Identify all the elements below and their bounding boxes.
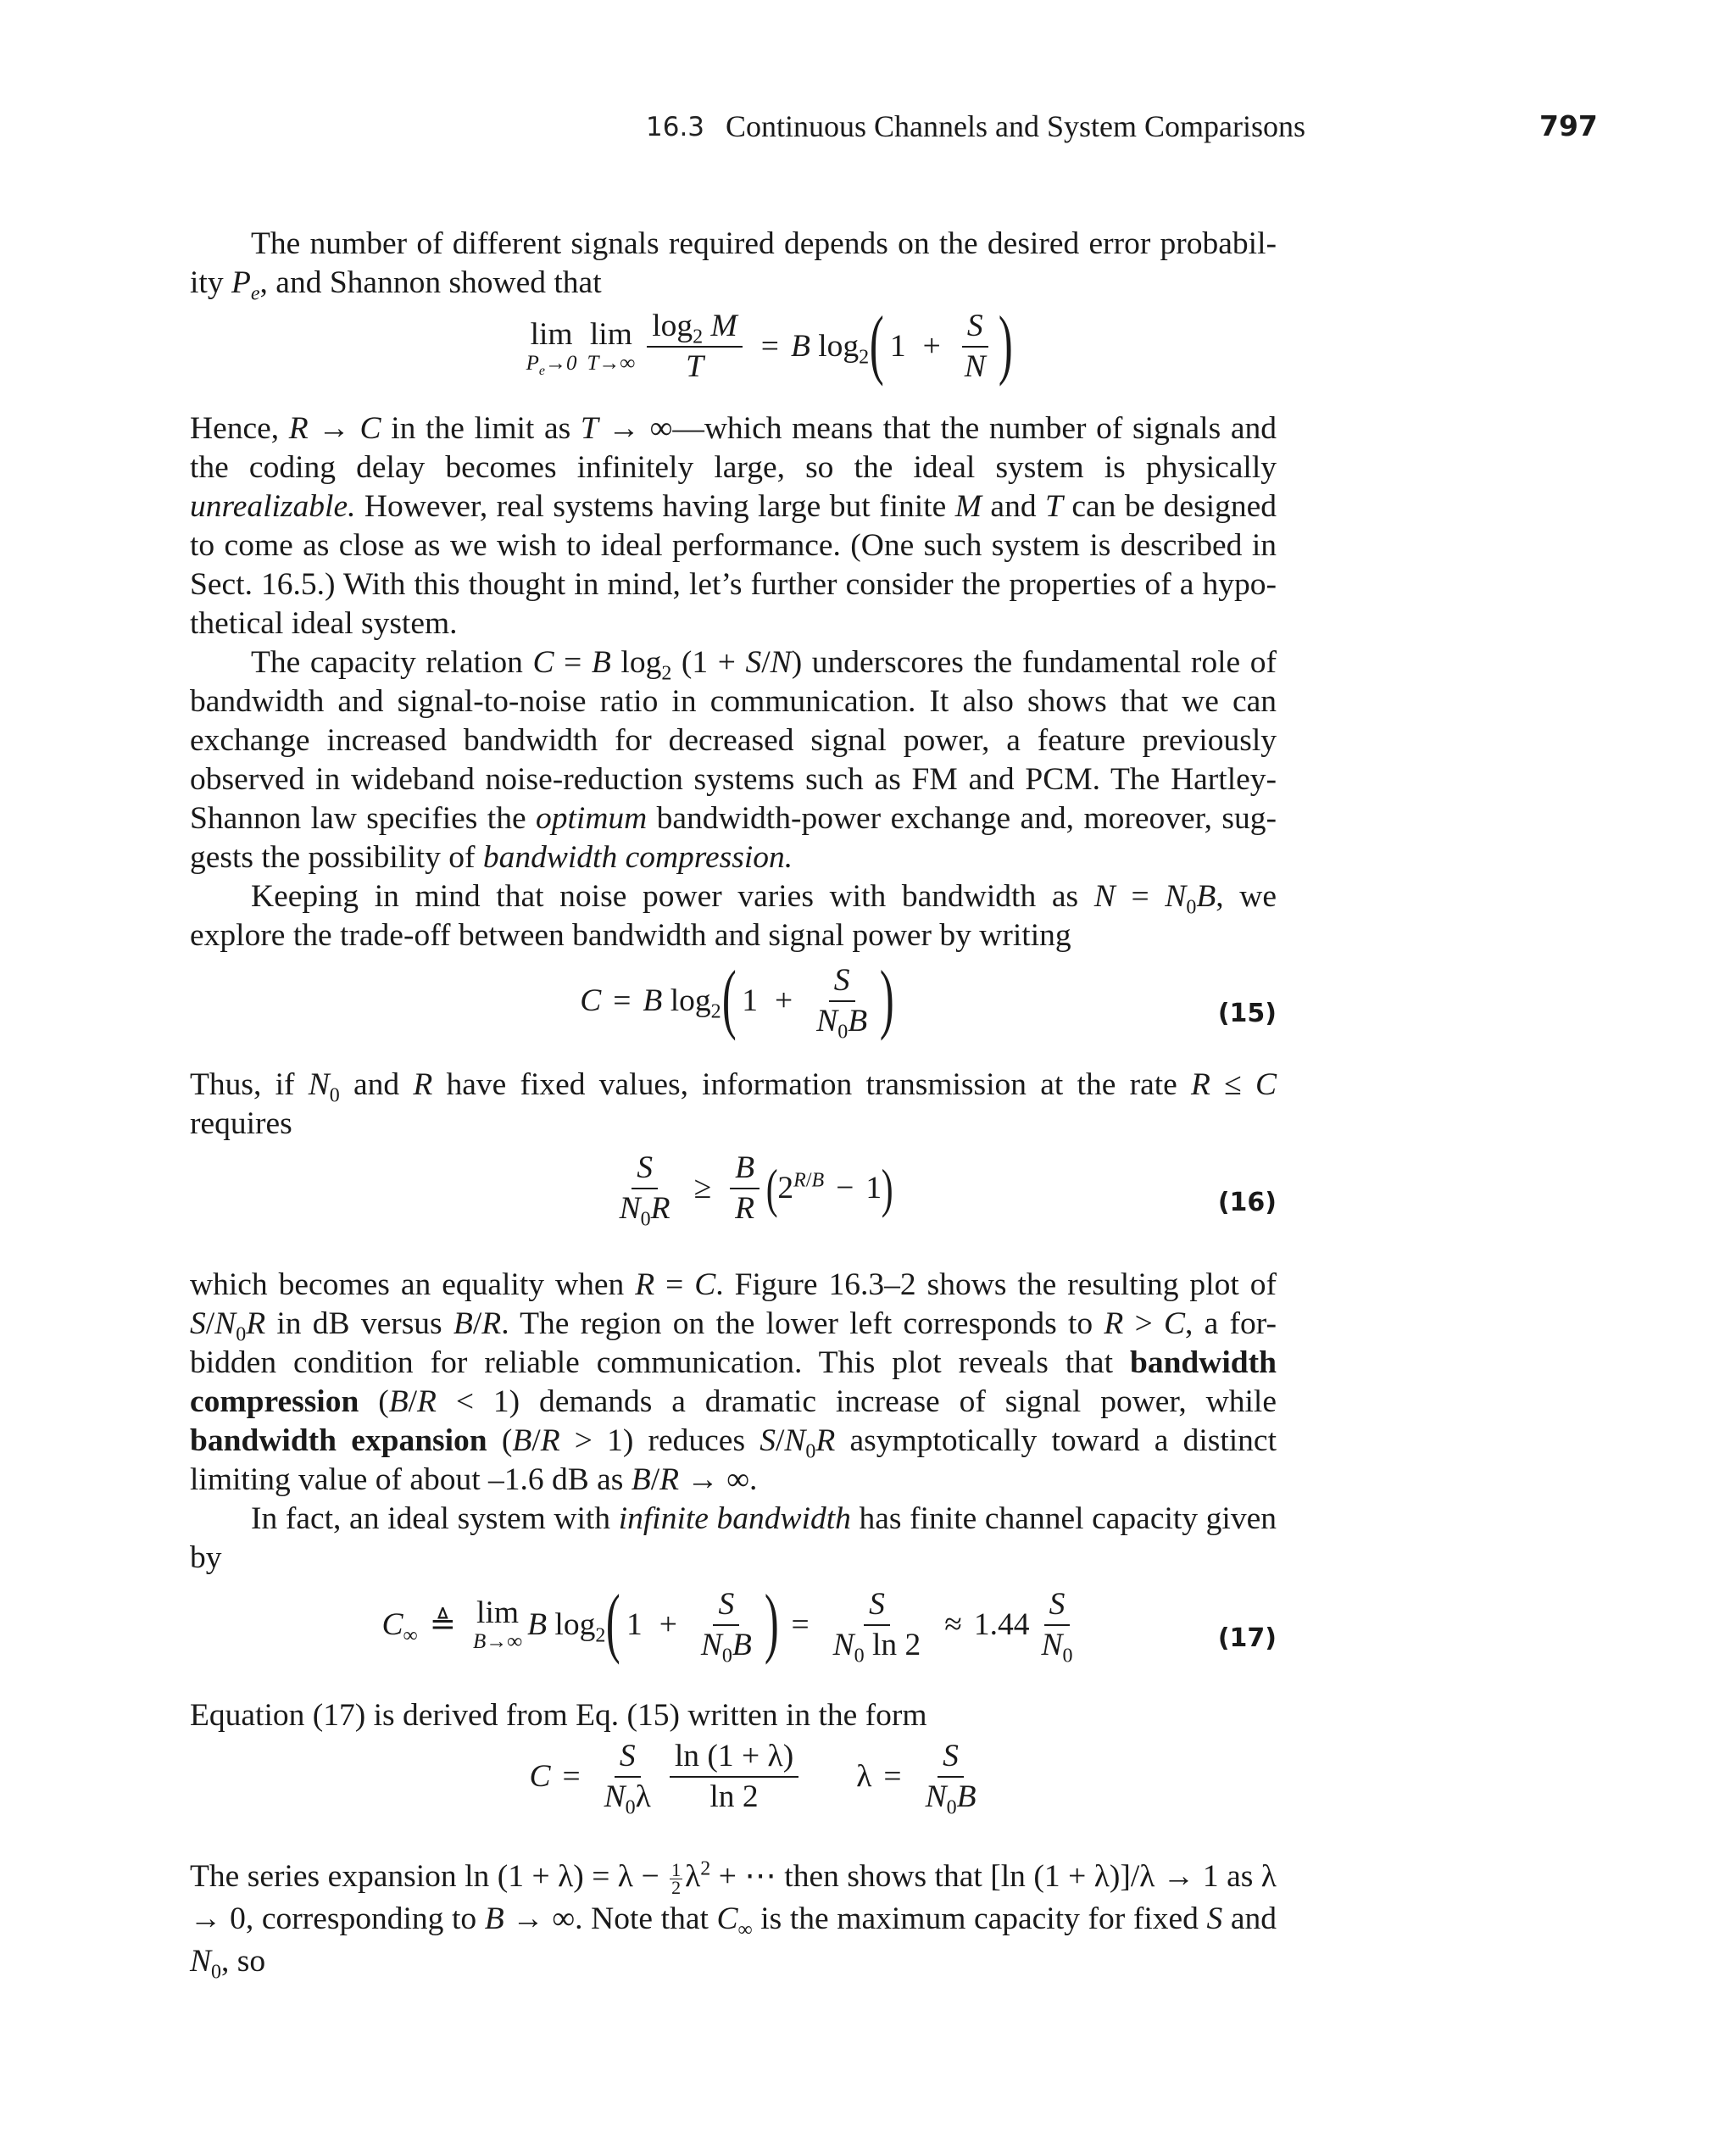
paragraph-7: In fact, an ideal system with infinite bandwidth has finite channel capacity given by	[190, 1501, 1277, 1575]
paragraph-3: The capacity relation C = B $\log_2 (1 + S/N)$ underscores the fundamental role of bandwidth and signal-to-noise ratio in communication. It also shows that we can exchange increased bandwidth for decreased signal power, a feature previously observed in wideband noise-reduction systems such as FM and PCM. The Hartley-Shannon law specifies the optimum bandwidth-power exchange and, moreover, sug-gests the possibility of bandwidth compression.	[190, 645, 1277, 875]
equation-number: (16)	[1217, 1188, 1277, 1217]
equation-shannon-limit: lim $P_e\to 0$ lim T→∞ $\frac{\log_2 M}{T}$ = B $\log_2$ ( 1 + $\frac{S}{N}$ )	[526, 300, 1013, 387]
equation-16: $\frac{S}{N_0R}$ ≥ $\frac{B}{R}$ ( $2^{R/B}$ − 1 ) (16)	[619, 1150, 1277, 1231]
page-number: 797	[1539, 109, 1598, 142]
equation-17: $C_\infty$ ≜ lim B→∞ B $\log_2$ ( 1 + $\frac{S}{N_0B}$ ) = $\frac{S}{N_0 \ln 2}$ ≈ 1.44 $\frac{S}{N_0}$ (17)	[381, 1578, 1277, 1667]
paragraph-2: Hence, R → C in the limit as T → ∞—which means that the number of signals and the coding delay becomes infinitely large, so the ideal system is physically unrealizable. However, real systems having large but finite M and T can be designed to come as close as we wish to ideal performance. (One such system is described in Sect. 16.5.) With this thought in mind, let’s further consider the properties of a hypo-thetical ideal system.	[190, 411, 1277, 641]
running-header	[0, 109, 1736, 151]
chapter-title: Continuous Channels and System Comparisons	[726, 109, 1305, 143]
paragraph-4: Keeping in mind that noise power varies with bandwidth as $N = N_0B$, we explore the trade-off between bandwidth and signal power by writing	[190, 879, 1277, 953]
page-body	[190, 225, 1277, 1983]
equation-number: (17)	[1217, 1623, 1277, 1653]
equation-capacity-lambda: C = $\frac{S}{N_0\lambda}$ $\frac{\ln (1 + \lambda)}{\ln 2}$ λ = $\frac{S}{N_0B}$	[529, 1739, 976, 1819]
paragraph-8: Equation (17) is derived from Eq. (15) written in the form	[190, 1698, 927, 1733]
equation-number: (15)	[1217, 999, 1277, 1028]
paragraph-1: The number of different signals required depends on the desired error probabil-ity $P_e$, and Shannon showed that	[190, 226, 1277, 305]
paragraph-6: which becomes an equality when R = C. Figure 16.3–2 shows the resulting plot of $S/N_0R$ in dB versus B/R. The region on the lower left corresponds to R > C, a for-bidden condition for reliable communication. This plot reveals that bandwidth compression (B/R < 1) demands a dramatic increase of signal power, while bandwidth expansion (B/R > 1) reduces $S/N_0R$ asymptotically toward a distinct limiting value of about –1.6 dB as B/R → ∞.	[190, 1267, 1277, 1497]
approx-constant: 1.44	[973, 1607, 1030, 1642]
equation-15: C = B $\log_2$ ( 1 + $\frac{S}{N_0B}$ ) (15)	[580, 955, 1277, 1044]
paragraph-9: The series expansion ln (1 + λ) = λ − $\frac{1}{2}$ $\lambda^2$ + ⋯ then shows that [ln (1 + λ)]/λ → 1 as λ → 0, corresponding to B → ∞. Note that $C_\infty$ is the maximum capacity for fixed S and $N_0$, so	[190, 1857, 1277, 1984]
paragraph-5: Thus, if $N_0$ and R have fixed values, information transmission at the rate R ≤ C requires	[190, 1067, 1277, 1141]
section-number: 16.3	[646, 112, 705, 142]
